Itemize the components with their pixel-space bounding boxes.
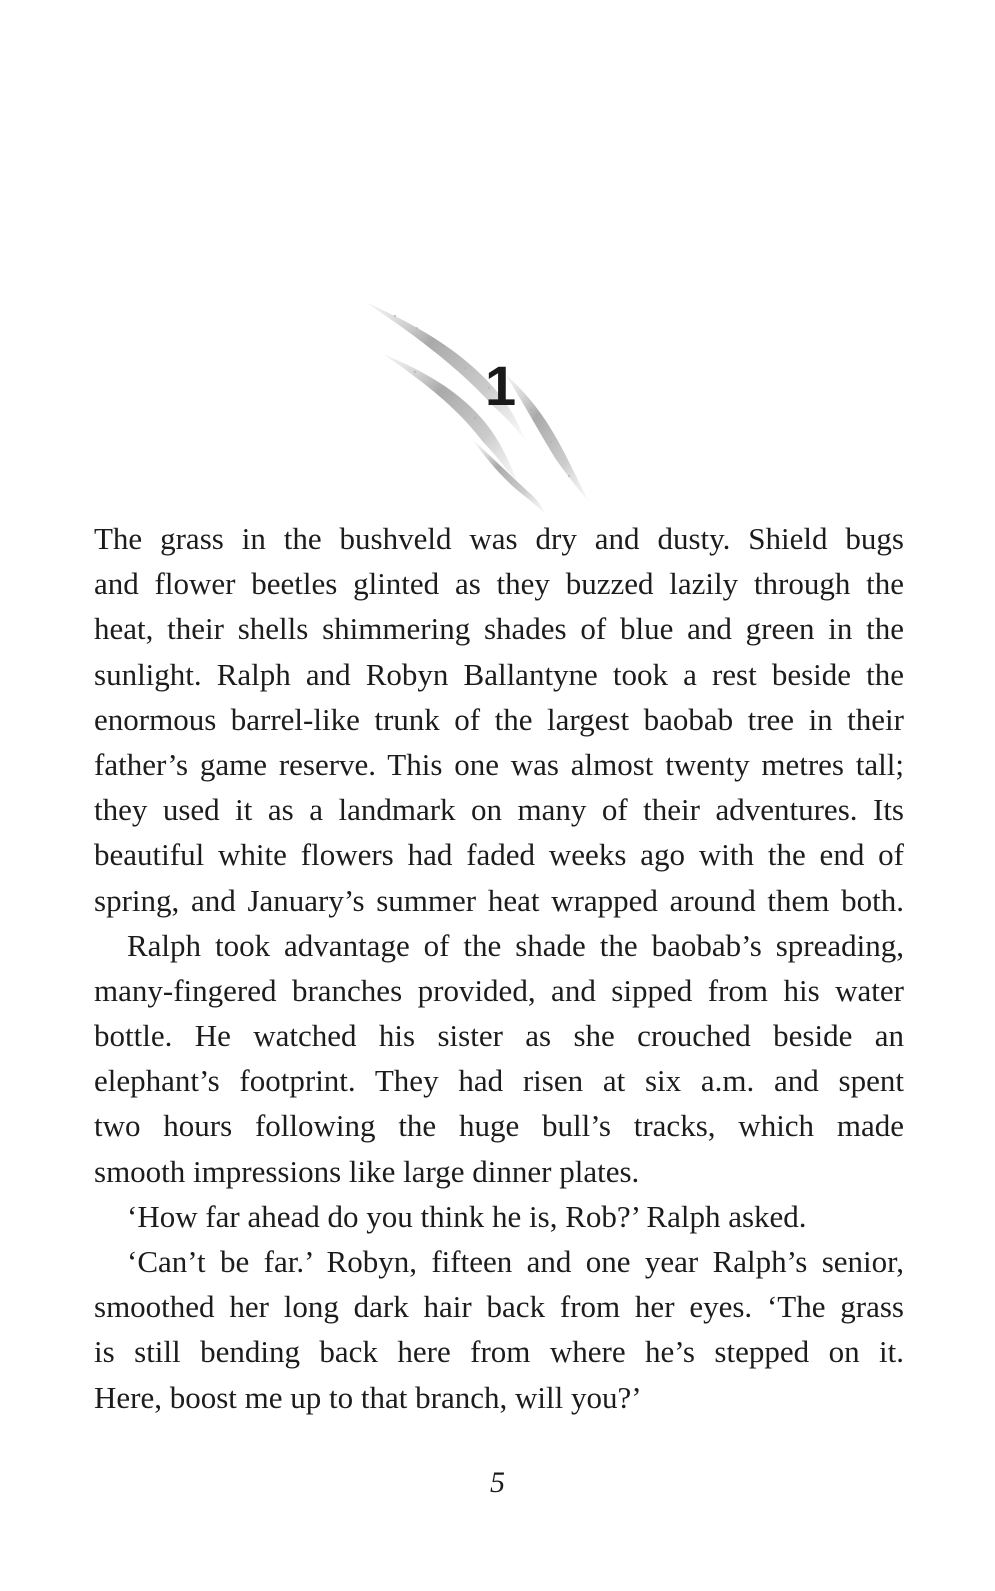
text-line: ‘How far ahead do you think he is, Rob?’ Ralph asked.	[127, 1198, 807, 1234]
chapter-body	[94, 516, 904, 1420]
text-line: spring, and January’s summer heat wrapped around them both.	[94, 882, 904, 918]
text-line: The grass in the bushveld was dry and dusty. Shield bugs	[94, 521, 904, 556]
text-line: Here, boost me up to that branch, will you?’	[94, 1379, 642, 1415]
text-line: smoothed her long dark hair back from her eyes. ‘The grass	[94, 1289, 904, 1325]
page-number: 5	[490, 1466, 505, 1499]
text-line: two hours following the huge bull’s tracks, which made	[94, 1108, 904, 1144]
text-line: sunlight. Ralph and Robyn Ballantyne took a rest beside the	[94, 656, 904, 692]
text-line: and flower beetles glinted as they buzzed lazily through the	[94, 566, 904, 602]
text-line: bottle. He watched his sister as she crouched beside an	[94, 1018, 904, 1054]
text-line: beautiful white flowers had faded weeks ago with the end of	[94, 837, 904, 873]
text-line: enormous barrel-like trunk of the largest baobab tree in their	[94, 701, 904, 737]
scratch-stroke-4	[473, 440, 545, 514]
text-line: is still bending back here from where he’s stepped on it.	[94, 1334, 904, 1370]
text-line: Ralph took advantage of the shade the baobab’s spreading,	[127, 927, 904, 963]
chapter-number: 1	[485, 354, 517, 417]
text-line: smooth impressions like large dinner plates.	[94, 1153, 640, 1189]
text-line: they used it as a landmark on many of their adventures. Its	[94, 792, 904, 828]
text-line: father’s game reserve. This one was almost twenty metres tall;	[94, 746, 904, 782]
text-line: heat, their shells shimmering shades of blue and green in the	[94, 611, 904, 647]
text-line: ‘Can’t be far.’ Robyn, fifteen and one year Ralph’s senior,	[127, 1244, 904, 1279]
text-line: many-fingered branches provided, and sipped from his water	[94, 972, 904, 1008]
text-line: elephant’s footprint. They had risen at six a.m. and spent	[94, 1063, 904, 1099]
